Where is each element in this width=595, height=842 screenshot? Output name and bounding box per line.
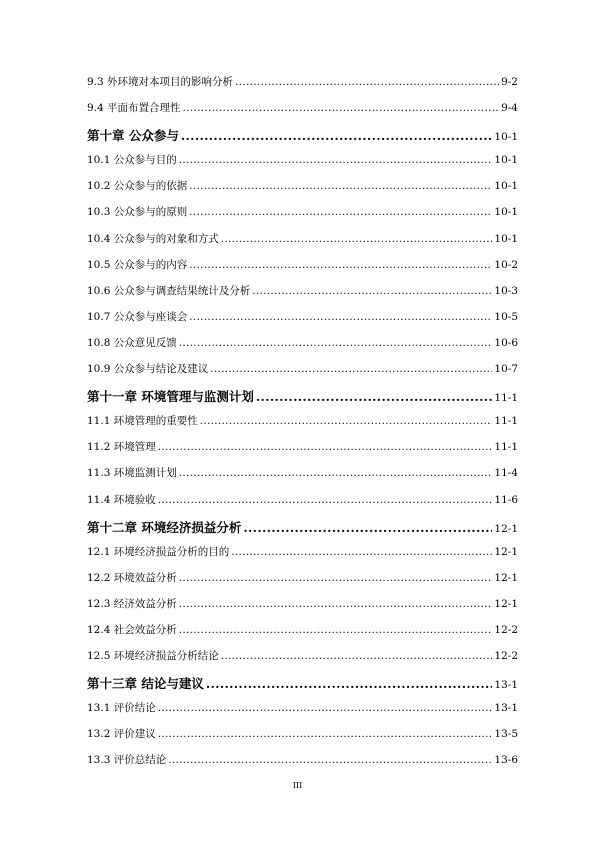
toc-entry-title: 10.6 公众参与调查结果统计及分析	[87, 284, 251, 297]
dot-leader	[183, 102, 500, 114]
toc-entry-page: 10-2	[494, 258, 518, 271]
dot-leader	[179, 467, 493, 479]
toc-entry[interactable]	[87, 152, 518, 178]
toc-entry[interactable]	[87, 74, 518, 100]
dot-leader	[189, 311, 492, 323]
toc-entry-page: 10-1	[494, 154, 518, 167]
toc-entry-page: 13-1	[494, 702, 518, 715]
toc-entry-title: 10.8 公众意见反馈	[87, 336, 177, 349]
toc-chapter[interactable]	[87, 518, 518, 544]
toc-chapter[interactable]	[87, 126, 518, 152]
toc-entry-title: 10.7 公众参与座谈会	[87, 310, 188, 323]
toc-chapter-title: 第十三章 结论与建议	[87, 676, 204, 692]
toc-entry-page: 12-1	[494, 571, 518, 584]
toc-chapter-page: 12-1	[494, 522, 518, 535]
toc-entry-title: 10.3 公众参与的原则	[87, 206, 188, 219]
dot-leader	[158, 494, 493, 506]
toc-chapter-page: 10-1	[494, 131, 518, 144]
toc-entry-page: 10-3	[494, 284, 518, 297]
toc-entry-title: 10.5 公众参与的内容	[87, 258, 188, 271]
toc-entry-page: 13-6	[494, 754, 518, 767]
toc-entry-page: 13-5	[494, 728, 518, 741]
toc-entry[interactable]	[87, 309, 518, 335]
toc-entry-page: 9-4	[501, 102, 518, 115]
toc-entry-title: 11.1 环境管理的重要性	[87, 415, 198, 428]
toc-entry[interactable]	[87, 752, 518, 778]
toc-entry-title: 13.2 评价建议	[87, 728, 156, 741]
dot-leader	[235, 76, 499, 88]
dot-leader	[179, 598, 493, 610]
toc-entry[interactable]	[87, 335, 518, 361]
toc-entry[interactable]	[87, 622, 518, 648]
toc-entry-page: 12-1	[494, 597, 518, 610]
dot-leader	[189, 180, 492, 192]
toc-entry[interactable]	[87, 257, 518, 283]
toc-entry[interactable]	[87, 544, 518, 570]
page-number: III	[292, 781, 303, 790]
toc-entry-page: 12-1	[494, 545, 518, 558]
dot-leader	[181, 128, 493, 143]
toc-entry-page: 10-1	[494, 180, 518, 193]
dot-leader	[231, 546, 492, 558]
toc-entry[interactable]	[87, 700, 518, 726]
toc-entry-page: 10-6	[494, 336, 518, 349]
toc-entry-page: 10-5	[494, 310, 518, 323]
dot-leader	[179, 572, 493, 584]
toc-chapter-title: 第十二章 环境经济损益分析	[87, 519, 242, 535]
dot-leader	[189, 206, 492, 218]
toc-entry-page: 10-7	[494, 363, 518, 376]
toc-entry-title: 11.2 环境管理	[87, 441, 156, 454]
toc-entry[interactable]	[87, 596, 518, 622]
toc-entry-title: 10.9 公众参与结论及建议	[87, 363, 209, 376]
toc-entry-title: 10.1 公众参与目的	[87, 154, 177, 167]
toc-entry[interactable]	[87, 726, 518, 752]
toc-entry[interactable]	[87, 465, 518, 491]
toc-chapter[interactable]	[87, 387, 518, 413]
toc-chapter-page: 13-1	[494, 679, 518, 692]
toc-entry-title: 12.4 社会效益分析	[87, 623, 177, 636]
toc-entry-title: 11.4 环境验收	[87, 493, 156, 506]
toc-entry[interactable]	[87, 492, 518, 518]
table-of-contents	[87, 74, 518, 779]
dot-leader	[200, 415, 493, 427]
dot-leader	[206, 676, 493, 691]
toc-entry[interactable]	[87, 570, 518, 596]
toc-entry[interactable]	[87, 231, 518, 257]
toc-entry-title: 9.4 平面布置合理性	[87, 102, 181, 115]
dot-leader	[221, 650, 493, 662]
dot-leader	[256, 389, 493, 404]
dot-leader	[168, 754, 492, 766]
toc-entry-title: 12.1 环境经济损益分析的目的	[87, 545, 230, 558]
toc-entry-page: 12-2	[494, 623, 518, 636]
dot-leader	[179, 337, 493, 349]
toc-entry-page: 10-1	[494, 232, 518, 245]
dot-leader	[158, 702, 493, 714]
dot-leader	[221, 233, 493, 245]
toc-entry-title: 12.3 经济效益分析	[87, 597, 177, 610]
toc-entry-page: 9-2	[501, 76, 518, 88]
dot-leader	[179, 624, 493, 636]
toc-entry-page: 10-1	[494, 206, 518, 219]
toc-entry[interactable]	[87, 283, 518, 309]
dot-leader	[158, 728, 493, 740]
toc-entry[interactable]	[87, 648, 518, 674]
dot-leader	[158, 441, 493, 453]
toc-entry[interactable]	[87, 100, 518, 126]
toc-chapter-title: 第十章 公众参与	[87, 128, 179, 144]
toc-entry[interactable]	[87, 204, 518, 230]
toc-entry-title: 10.2 公众参与的依据	[87, 180, 188, 193]
dot-leader	[210, 363, 492, 375]
dot-leader	[179, 154, 493, 166]
toc-entry-title: 13.3 评价总结论	[87, 754, 167, 767]
toc-chapter-page: 11-1	[494, 392, 518, 405]
toc-entry[interactable]	[87, 178, 518, 204]
toc-entry-title: 12.5 环境经济损益分析结论	[87, 650, 219, 663]
toc-chapter-title: 第十一章 环境管理与监测计划	[87, 389, 254, 405]
toc-entry[interactable]	[87, 413, 518, 439]
toc-entry-title: 10.4 公众参与的对象和方式	[87, 232, 219, 245]
dot-leader	[243, 520, 492, 535]
toc-chapter[interactable]	[87, 674, 518, 700]
toc-entry-page: 11-1	[494, 415, 518, 428]
toc-entry-title: 9.3 外环境对本项目的影响分析	[87, 76, 234, 88]
toc-entry[interactable]	[87, 439, 518, 465]
toc-entry-title: 11.3 环境监测计划	[87, 467, 177, 480]
toc-entry-page: 11-6	[494, 493, 518, 506]
toc-entry-page: 11-4	[494, 467, 518, 480]
toc-entry-title: 12.2 环境效益分析	[87, 571, 177, 584]
toc-entry[interactable]	[87, 361, 518, 387]
toc-entry-page: 11-1	[494, 441, 518, 454]
toc-entry-page: 12-2	[494, 650, 518, 663]
toc-entry-title: 13.1 评价结论	[87, 702, 156, 715]
dot-leader	[189, 259, 492, 271]
dot-leader	[252, 285, 492, 297]
